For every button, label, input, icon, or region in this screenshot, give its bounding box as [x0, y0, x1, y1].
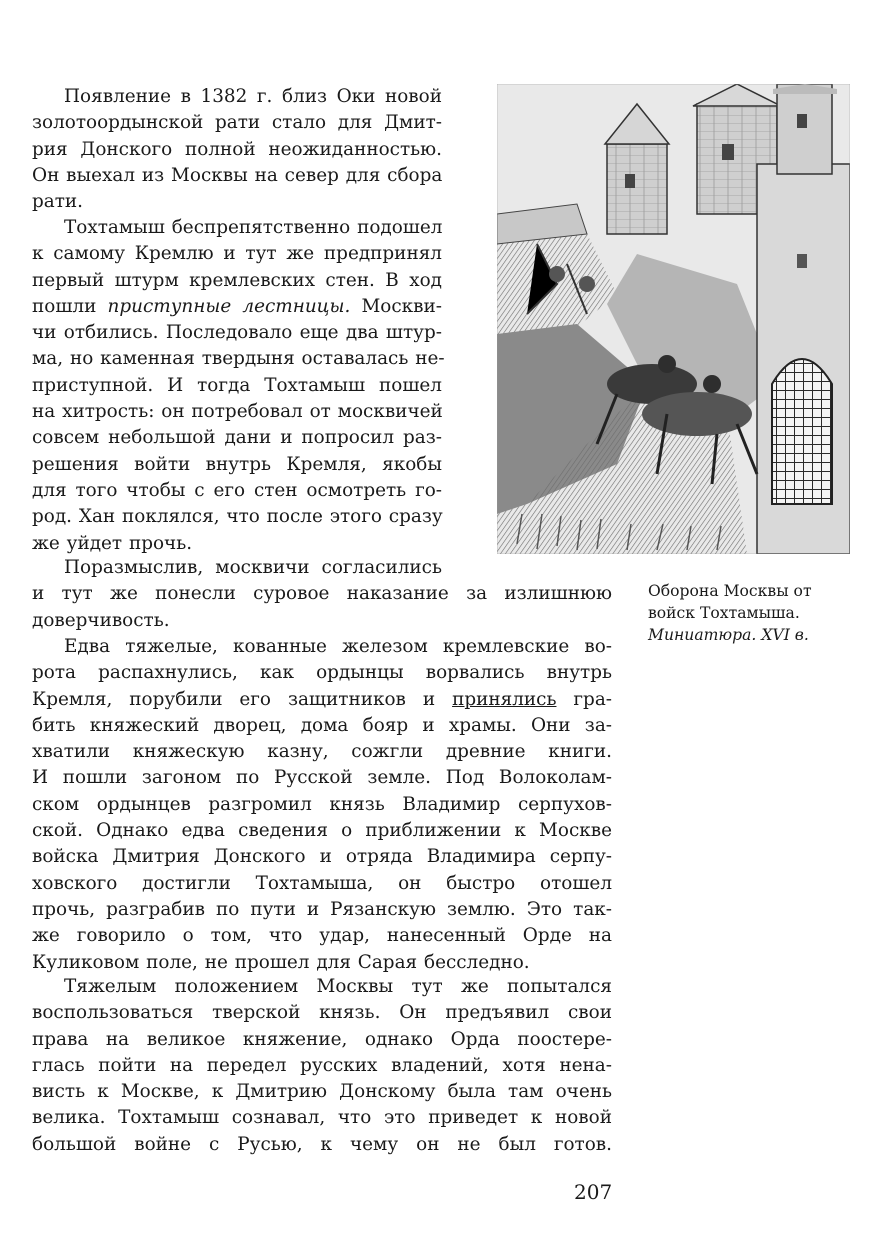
text-line: рати. — [32, 191, 84, 213]
text-fragment: пошли — [32, 295, 108, 317]
paragraph-3 — [32, 555, 612, 634]
text-line: глась пойти на передел русских владений, хотя нена- — [32, 1054, 612, 1076]
caption-line: Оборона Москвы от — [648, 582, 812, 600]
text-line: Тохтамыш беспрепятственно подошел — [64, 217, 443, 238]
text-line: приступной. И тогда Тохтамыш пошел — [32, 374, 442, 396]
text-line: к самому Кремлю и тут же предпринял — [32, 243, 442, 265]
text-line: Поразмыслив, москвичи согласились — [64, 557, 442, 578]
text-line: ском ордынцев разгромил князь Владимир серпухов- — [32, 793, 612, 815]
text-line: для того чтобы с его стен осмотреть го- — [32, 479, 442, 501]
caption-line-italic: Миниатюра. XVI в. — [648, 626, 809, 644]
text-line: доверчивость. — [32, 609, 170, 631]
miniature-illustration — [497, 84, 850, 554]
text-fragment: Кремля, порубили его защитников и — [32, 688, 453, 710]
text-line: велика. Тохтамыш сознавал, что это приведет к новой — [32, 1107, 612, 1129]
text-line: Тяжелым положением Москвы тут же попытался — [64, 976, 612, 997]
paragraph-2 — [32, 215, 445, 557]
text-line: совсем небольшой дани и попросил раз- — [32, 427, 442, 449]
text-line: Едва тяжелые, кованные железом кремлевские во- — [64, 636, 612, 657]
text-line: Куликовом поле, не прошел для Сарая бесследно. — [32, 951, 530, 973]
text-line: первый штурм кремлевских стен. В ход — [32, 269, 442, 291]
text-line: висть к Москве, к Дмитрию Донскому была там очень — [32, 1081, 612, 1103]
text-line: же уйдет прочь. — [32, 532, 193, 554]
text-line: И пошли загоном по Русской земле. Под Волоколам- — [32, 767, 612, 789]
italic-term: приступные лестницы. — [107, 295, 351, 317]
figure-caption — [648, 580, 858, 646]
text-line: чи отбились. Последовало еще два штур- — [32, 322, 442, 344]
text-line: хватили княжескую казну, сожгли древние книги. — [32, 741, 612, 763]
text-fragment: гра- — [556, 688, 612, 710]
text-line-with-underline — [32, 687, 612, 713]
text-fragment: Москви- — [350, 295, 443, 317]
text-line: права на великое княжение, однако Орда поостере- — [32, 1028, 612, 1050]
text-line: род. Хан поклялся, что после этого сразу — [32, 506, 443, 528]
text-line: же говорило о том, что удар, нанесенный Орде на — [32, 925, 612, 947]
text-line-with-term — [32, 294, 442, 320]
caption-line: войск Тохтамыша. — [648, 604, 800, 622]
paragraph-1 — [32, 84, 442, 215]
text-line: Он выехал из Москвы на север для сбора — [32, 164, 443, 186]
paragraph-4 — [32, 634, 612, 976]
text-line: ховского достигли Тохтамыша, он быстро отошел — [32, 872, 612, 894]
text-line: рия Донского полной неожиданностью. — [32, 138, 442, 160]
text-line: большой войне с Русью, к чему он не был готов. — [32, 1133, 612, 1155]
page-number: 207 — [574, 1180, 613, 1204]
paragraph-5 — [32, 974, 612, 1158]
text-line: ской. Однако едва сведения о приближении к Москве — [32, 820, 612, 842]
underlined-word: принялись — [452, 688, 557, 710]
text-line: золотоордынской рати стало для Дмит- — [32, 112, 442, 134]
text-line: бить княжеский дворец, дома бояр и храмы. Они за- — [32, 714, 612, 736]
text-line: рота распахнулись, как ордынцы ворвались внутрь — [32, 662, 612, 684]
text-line: решения войти внутрь Кремля, якобы — [32, 453, 442, 475]
text-line: и тут же понесли суровое наказание за излишнюю — [32, 583, 612, 605]
text-line: прочь, разграбив по пути и Рязанскую землю. Это так- — [32, 898, 612, 920]
text-line: войска Дмитрия Донского и отряда Владимира серпу- — [32, 846, 612, 868]
text-line: воспользоваться тверской князь. Он предъявил свои — [32, 1002, 612, 1024]
text-line: Появление в 1382 г. близ Оки новой — [64, 86, 442, 107]
text-line: ма, но каменная твердыня оставалась не- — [32, 348, 445, 370]
text-line: на хитрость: он потребовал от москвичей — [32, 401, 443, 423]
